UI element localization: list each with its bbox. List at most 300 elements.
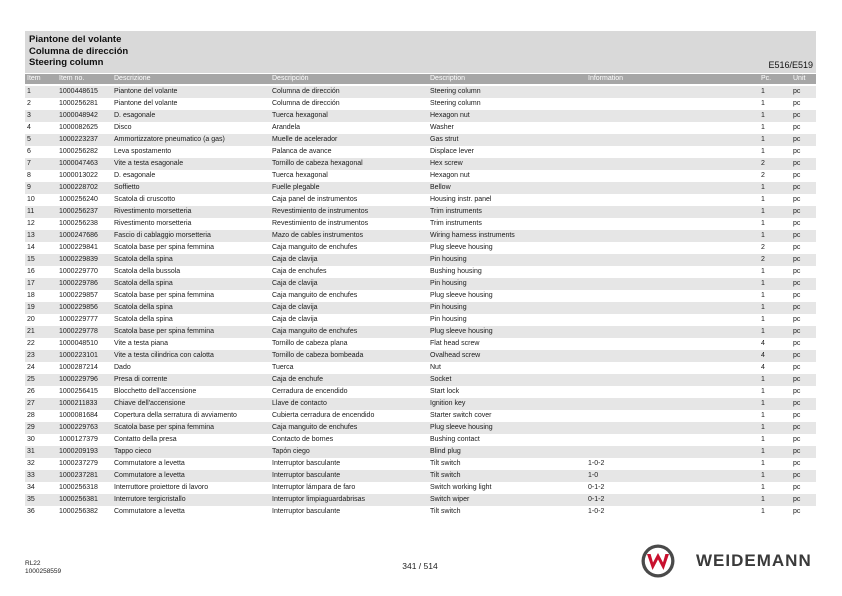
row-desc-en: Steering column (430, 100, 481, 107)
row-item: 9 (27, 184, 31, 191)
table-body (25, 86, 816, 518)
row-unit: pc (793, 292, 801, 299)
row-desc-en: Plug sleeve housing (430, 292, 493, 299)
row-item: 4 (27, 124, 31, 131)
row-item: 22 (27, 340, 35, 347)
table-row (25, 338, 816, 350)
row-unit: pc (793, 316, 801, 323)
col-pc: Pc. (761, 75, 771, 82)
row-desc-es: Palanca de avance (272, 148, 332, 155)
title-lines (29, 34, 128, 69)
row-item: 14 (27, 244, 35, 251)
row-desc-en: Displace lever (430, 148, 474, 155)
row-desc-en: Tilt switch (430, 460, 461, 467)
row-desc-es: Cerradura de encendido (272, 388, 348, 395)
row-item-no: 1000229770 (59, 268, 98, 275)
row-item: 21 (27, 328, 35, 335)
row-desc-it: Scatola della spina (114, 316, 173, 323)
row-item-no: 1000256415 (59, 388, 98, 395)
row-item-no: 1000247686 (59, 232, 98, 239)
col-information: Information (588, 75, 624, 82)
title-spanish: Columna de dirección (29, 45, 129, 57)
table-row (25, 398, 816, 410)
table-row (25, 494, 816, 506)
row-item: 6 (27, 148, 31, 155)
row-pc: 1 (761, 136, 765, 143)
row-item-no: 1000229841 (59, 244, 98, 251)
row-unit: pc (793, 112, 801, 119)
row-desc-es: Arandela (272, 124, 301, 131)
row-unit: pc (793, 220, 801, 227)
table-row (25, 434, 816, 446)
row-desc-es: Caja de enchufe (272, 376, 323, 383)
table-row (25, 110, 816, 122)
row-item-no: 1000256238 (59, 220, 98, 227)
row-unit: pc (793, 232, 801, 239)
row-unit: pc (793, 460, 801, 467)
row-desc-es: Muelle de acelerador (272, 136, 338, 143)
row-pc: 1 (761, 280, 765, 287)
table-row (25, 422, 816, 434)
table-row (25, 410, 816, 422)
row-desc-it: Interrutore tergicristallo (114, 496, 186, 503)
row-desc-es: Columna de dirección (272, 88, 340, 95)
row-item: 10 (27, 196, 35, 203)
row-pc: 1 (761, 328, 765, 335)
row-desc-it: Soffietto (114, 184, 140, 191)
row-desc-es: Caja de clavija (272, 304, 318, 311)
row-item: 26 (27, 388, 35, 395)
row-pc: 1 (761, 460, 765, 467)
row-pc: 1 (761, 124, 765, 131)
table-row (25, 290, 816, 302)
row-unit: pc (793, 352, 801, 359)
row-pc: 1 (761, 232, 765, 239)
row-item-no: 1000229857 (59, 292, 98, 299)
row-desc-it: Fascio di cablaggio morsetteria (114, 232, 211, 239)
row-desc-it: Chiave dell'accensione (114, 400, 186, 407)
row-desc-it: Scatola della spina (114, 256, 173, 263)
row-unit: pc (793, 148, 801, 155)
row-information: 0-1-2 (588, 484, 605, 491)
row-pc: 4 (761, 340, 765, 347)
row-item: 33 (27, 472, 35, 479)
row-pc: 1 (761, 220, 765, 227)
row-desc-es: Interruptor lámpara de faro (272, 484, 356, 491)
row-desc-it: Scatola della spina (114, 280, 173, 287)
row-pc: 1 (761, 148, 765, 155)
row-desc-es: Contacto de bornes (272, 436, 334, 443)
row-item-no: 1000081684 (59, 412, 98, 419)
row-desc-en: Blind plug (430, 448, 461, 455)
row-item: 5 (27, 136, 31, 143)
row-desc-it: Vite a testa piana (114, 340, 168, 347)
row-desc-it: Vite a testa cilindrica con calotta (114, 352, 214, 359)
row-unit: pc (793, 196, 801, 203)
row-item-no: 1000229796 (59, 376, 98, 383)
col-desc-es: Descripción (272, 75, 309, 82)
row-pc: 2 (761, 256, 765, 263)
document-code-line1: RL22 (25, 560, 41, 567)
row-information: 1-0 (588, 472, 599, 479)
row-unit: pc (793, 304, 801, 311)
row-item: 23 (27, 352, 35, 359)
row-desc-es: Interruptor basculante (272, 508, 341, 515)
row-desc-en: Pin housing (430, 280, 467, 287)
row-item: 11 (27, 208, 35, 215)
row-unit: pc (793, 280, 801, 287)
row-desc-es: Tornillo de cabeza plana (272, 340, 348, 347)
row-information: 0-1-2 (588, 496, 605, 503)
row-desc-es: Caja manguito de enchufes (272, 328, 358, 335)
row-pc: 1 (761, 208, 765, 215)
row-desc-es: Caja de clavija (272, 256, 318, 263)
row-pc: 1 (761, 292, 765, 299)
table-row (25, 242, 816, 254)
table-row (25, 170, 816, 182)
row-unit: pc (793, 364, 801, 371)
row-item-no: 1000223237 (59, 136, 98, 143)
row-desc-it: Scatola base per spina femmina (114, 424, 214, 431)
table-row (25, 506, 816, 518)
table-row (25, 194, 816, 206)
row-desc-en: Pin housing (430, 316, 467, 323)
row-unit: pc (793, 436, 801, 443)
table-row (25, 482, 816, 494)
row-desc-en: Ignition key (430, 400, 466, 407)
row-desc-en: Tilt switch (430, 508, 461, 515)
row-unit: pc (793, 208, 801, 215)
row-unit: pc (793, 172, 801, 179)
col-unit: Unit (793, 75, 806, 82)
row-desc-en: Ovalhead screw (430, 352, 481, 359)
row-item-no: 1000228702 (59, 184, 98, 191)
row-desc-it: Contatto della presa (114, 436, 177, 443)
row-desc-en: Pin housing (430, 304, 467, 311)
row-desc-en: Hexagon nut (430, 112, 470, 119)
row-desc-es: Fuelle plegable (272, 184, 320, 191)
table-row (25, 254, 816, 266)
table-row (25, 122, 816, 134)
row-desc-es: Interruptor limpiaguardabrisas (272, 496, 365, 503)
row-desc-it: Rivestimento morsetteria (114, 208, 192, 215)
row-unit: pc (793, 256, 801, 263)
row-desc-en: Switch wiper (430, 496, 470, 503)
row-desc-es: Interruptor basculante (272, 460, 341, 467)
row-pc: 1 (761, 484, 765, 491)
table-row (25, 146, 816, 158)
row-desc-en: Pin housing (430, 256, 467, 263)
row-desc-en: Washer (430, 124, 454, 131)
row-item-no: 1000211833 (59, 400, 98, 407)
row-desc-es: Cubierta cerradura de encendido (272, 412, 375, 419)
row-pc: 1 (761, 88, 765, 95)
table-row (25, 470, 816, 482)
row-desc-it: Scatola di cruscotto (114, 196, 176, 203)
col-desc-en: Description (430, 75, 466, 82)
row-item-no: 1000229786 (59, 280, 98, 287)
table-row (25, 362, 816, 374)
row-item-no: 1000237279 (59, 460, 98, 467)
row-item-no: 1000229856 (59, 304, 98, 311)
row-pc: 1 (761, 436, 765, 443)
table-row (25, 266, 816, 278)
row-item-no: 1000448615 (59, 88, 98, 95)
row-desc-it: Vite a testa esagonale (114, 160, 184, 167)
row-pc: 1 (761, 316, 765, 323)
brand-name: WEIDEMANN (696, 551, 812, 570)
row-information: 1-0-2 (588, 508, 605, 515)
row-desc-en: Gas strut (430, 136, 459, 143)
title-block (25, 31, 816, 73)
row-desc-en: Tilt switch (430, 472, 461, 479)
row-item-no: 1000237281 (59, 472, 98, 479)
row-item: 29 (27, 424, 35, 431)
row-pc: 1 (761, 496, 765, 503)
row-item-no: 1000256318 (59, 484, 98, 491)
table-row (25, 386, 816, 398)
row-desc-es: Tornillo de cabeza bombeada (272, 352, 364, 359)
row-desc-it: Scatola della bussola (114, 268, 181, 275)
row-desc-es: Llave de contacto (272, 400, 327, 407)
row-desc-it: Commutatore a levetta (114, 472, 185, 479)
table-row (25, 374, 816, 386)
row-desc-en: Trim instruments (430, 220, 482, 227)
row-desc-en: Hex screw (430, 160, 463, 167)
row-item: 31 (27, 448, 35, 455)
table-row (25, 218, 816, 230)
row-desc-es: Caja panel de instrumentos (272, 196, 358, 203)
row-item: 28 (27, 412, 35, 419)
row-desc-es: Interruptor basculante (272, 472, 341, 479)
row-desc-es: Tapón ciego (272, 448, 310, 455)
row-unit: pc (793, 88, 801, 95)
row-unit: pc (793, 340, 801, 347)
row-unit: pc (793, 484, 801, 491)
row-item: 34 (27, 484, 35, 491)
row-desc-en: Bushing contact (430, 436, 480, 443)
row-item: 3 (27, 112, 31, 119)
row-desc-it: Scatola base per spina femmina (114, 328, 214, 335)
row-pc: 2 (761, 160, 765, 167)
row-item: 2 (27, 100, 31, 107)
row-item: 16 (27, 268, 35, 275)
title-italian: Piantone del volante (29, 34, 122, 45)
row-item: 24 (27, 364, 35, 371)
row-desc-es: Revestimiento de instrumentos (272, 220, 369, 227)
row-unit: pc (793, 508, 801, 515)
row-item: 36 (27, 508, 35, 515)
row-pc: 4 (761, 352, 765, 359)
row-desc-it: Scatola base per spina femmina (114, 292, 214, 299)
row-item-no: 1000256240 (59, 196, 98, 203)
row-item-no: 1000229778 (59, 328, 98, 335)
table-row (25, 446, 816, 458)
row-desc-es: Caja de clavija (272, 316, 318, 323)
row-item: 18 (27, 292, 35, 299)
table-row (25, 86, 816, 98)
row-desc-it: Ammortizzatore pneumatico (a gas) (114, 136, 225, 143)
row-unit: pc (793, 424, 801, 431)
row-item-no: 1000229777 (59, 316, 98, 323)
row-unit: pc (793, 328, 801, 335)
row-desc-it: Piantone del volante (114, 100, 178, 107)
title-english: Steering column (29, 57, 104, 68)
row-desc-it: Commutatore a levetta (114, 460, 185, 467)
row-desc-en: Housing instr. panel (430, 196, 492, 203)
row-unit: pc (793, 376, 801, 383)
table-row (25, 206, 816, 218)
row-item-no: 1000256381 (59, 496, 98, 503)
row-desc-es: Caja de enchufes (272, 268, 327, 275)
row-item-no: 1000287214 (59, 364, 98, 371)
row-unit: pc (793, 412, 801, 419)
row-pc: 1 (761, 412, 765, 419)
row-item: 35 (27, 496, 35, 503)
row-desc-it: D. esagonale (114, 172, 156, 179)
weidemann-w-logo-icon (640, 543, 676, 579)
row-item: 32 (27, 460, 35, 467)
table-row (25, 458, 816, 470)
row-desc-it: Interruttore proiettore di lavoro (114, 484, 209, 491)
row-desc-en: Plug sleeve housing (430, 244, 493, 251)
table-row (25, 326, 816, 338)
col-desc-it: Descrizione (114, 75, 151, 82)
row-desc-en: Socket (430, 376, 452, 383)
row-desc-it: Disco (114, 124, 132, 131)
row-item: 12 (27, 220, 35, 227)
row-item: 30 (27, 436, 35, 443)
page-number: 341 / 514 (402, 561, 438, 571)
row-desc-it: Rivestimento morsetteria (114, 220, 192, 227)
table-row (25, 278, 816, 290)
row-desc-en: Trim instruments (430, 208, 482, 215)
row-pc: 1 (761, 388, 765, 395)
row-item: 20 (27, 316, 35, 323)
row-item: 7 (27, 160, 31, 167)
row-item: 15 (27, 256, 35, 263)
row-desc-it: D. esagonale (114, 112, 156, 119)
row-desc-en: Start lock (430, 388, 460, 395)
row-desc-en: Steering column (430, 88, 481, 95)
row-desc-es: Caja manguito de enchufes (272, 244, 358, 251)
row-unit: pc (793, 472, 801, 479)
row-item-no: 1000256382 (59, 508, 98, 515)
row-desc-en: Hexagon nut (430, 172, 470, 179)
row-pc: 1 (761, 100, 765, 107)
row-desc-it: Blocchetto dell'accensione (114, 388, 197, 395)
table-row (25, 302, 816, 314)
row-pc: 1 (761, 196, 765, 203)
row-desc-it: Leva spostamento (114, 148, 172, 155)
model-code: E516/E519 (768, 60, 813, 70)
row-item-no: 1000209193 (59, 448, 98, 455)
row-item-no: 1000256281 (59, 100, 98, 107)
row-unit: pc (793, 496, 801, 503)
row-desc-it: Dado (114, 364, 131, 371)
row-item-no: 1000256237 (59, 208, 98, 215)
row-desc-it: Piantone del volante (114, 88, 178, 95)
row-item: 25 (27, 376, 35, 383)
row-unit: pc (793, 448, 801, 455)
row-pc: 1 (761, 508, 765, 515)
row-unit: pc (793, 124, 801, 131)
row-pc: 1 (761, 304, 765, 311)
col-item-no: Item no. (59, 75, 85, 82)
row-item-no: 1000047463 (59, 160, 98, 167)
row-desc-it: Commutatore a levetta (114, 508, 185, 515)
row-item-no: 1000127379 (59, 436, 98, 443)
row-item-no: 1000082625 (59, 124, 98, 131)
row-desc-es: Mazo de cables instrumentos (272, 232, 364, 239)
row-item: 8 (27, 172, 31, 179)
row-unit: pc (793, 268, 801, 275)
row-pc: 1 (761, 112, 765, 119)
row-desc-it: Scatola base per spina femmina (114, 244, 214, 251)
row-item: 19 (27, 304, 35, 311)
table-row (25, 182, 816, 194)
row-unit: pc (793, 160, 801, 167)
row-desc-it: Tappo cieco (114, 448, 152, 455)
row-pc: 1 (761, 184, 765, 191)
row-desc-en: Bellow (430, 184, 451, 191)
table-header (25, 74, 816, 84)
row-desc-it: Scatola della spina (114, 304, 173, 311)
row-desc-en: Bushing housing (430, 268, 482, 275)
row-desc-es: Columna de dirección (272, 100, 340, 107)
row-pc: 1 (761, 424, 765, 431)
row-desc-es: Tuerca (272, 364, 294, 371)
table-row (25, 350, 816, 362)
row-pc: 1 (761, 448, 765, 455)
document-code-line2: 1000258559 (25, 567, 62, 575)
document-code (25, 560, 61, 575)
row-item-no: 1000256282 (59, 148, 98, 155)
row-item: 27 (27, 400, 35, 407)
row-desc-en: Plug sleeve housing (430, 424, 493, 431)
table-row (25, 158, 816, 170)
row-desc-en: Switch working light (430, 484, 492, 491)
row-desc-en: Starter switch cover (430, 412, 492, 419)
row-item-no: 1000048942 (59, 112, 98, 119)
row-information: 1-0-2 (588, 460, 605, 467)
row-desc-en: Plug sleeve housing (430, 328, 493, 335)
row-item: 13 (27, 232, 35, 239)
row-desc-en: Wiring harness instruments (430, 232, 515, 239)
row-pc: 4 (761, 364, 765, 371)
row-item-no: 1000223101 (59, 352, 98, 359)
row-unit: pc (793, 244, 801, 251)
table-row (25, 98, 816, 110)
row-pc: 1 (761, 400, 765, 407)
row-unit: pc (793, 400, 801, 407)
row-item-no: 1000013022 (59, 172, 98, 179)
row-pc: 1 (761, 268, 765, 275)
row-item-no: 1000048510 (59, 340, 98, 347)
row-desc-en: Nut (430, 364, 441, 371)
row-desc-es: Caja de clavija (272, 280, 318, 287)
table-row (25, 230, 816, 242)
row-item: 1 (27, 88, 31, 95)
row-item: 17 (27, 280, 35, 287)
row-desc-es: Tornillo de cabeza hexagonal (272, 160, 363, 167)
row-item-no: 1000229763 (59, 424, 98, 431)
row-desc-it: Presa di corrente (114, 376, 168, 383)
row-desc-es: Caja manguito de enchufes (272, 292, 358, 299)
row-desc-en: Flat head screw (430, 340, 480, 347)
row-pc: 2 (761, 244, 765, 251)
row-desc-es: Revestimiento de instrumentos (272, 208, 369, 215)
